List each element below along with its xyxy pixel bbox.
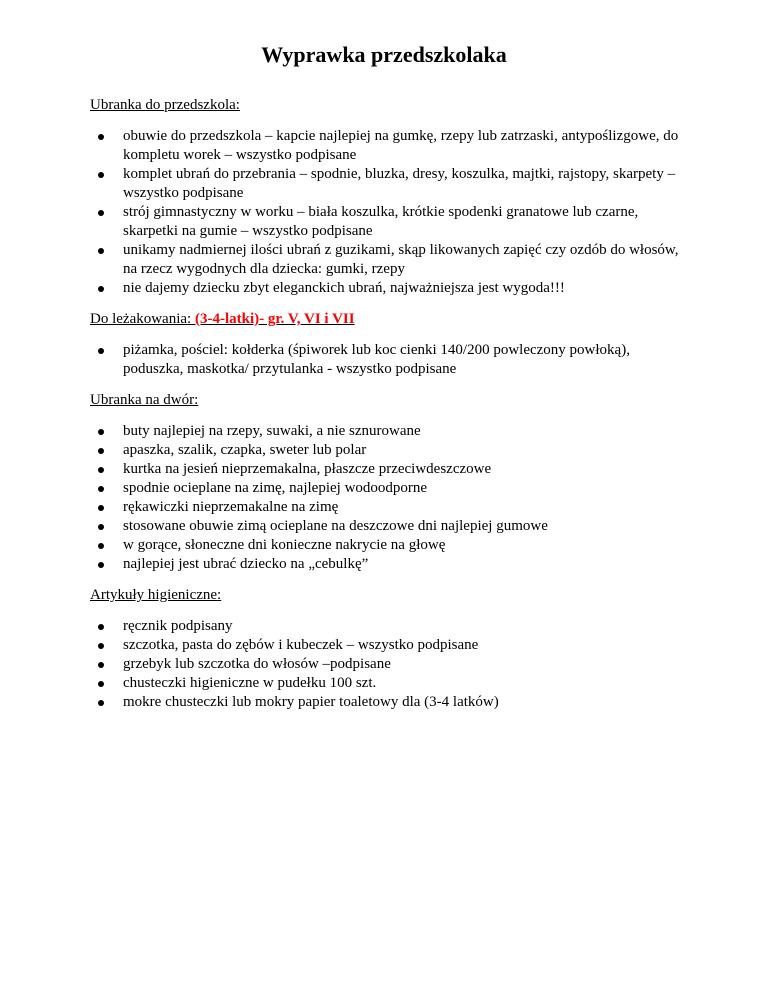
list-item: strój gimnastyczny w worku – biała koszulka, krótkie spodenki granatowe lub czarne, skarpetki na gumie – wszystko podpisane — [90, 203, 690, 241]
section-heading — [90, 310, 690, 329]
section-outdoor-clothes — [90, 391, 690, 574]
age-group-highlight: (3-4-latki)- gr. V, VI i VII — [194, 311, 355, 327]
bullet-list — [90, 422, 690, 574]
list-item: ręcznik podpisany — [90, 617, 690, 636]
list-item: szczotka, pasta do zębów i kubeczek – wszystko podpisane — [90, 636, 690, 655]
list-item: w gorące, słoneczne dni konieczne nakrycie na głowę — [90, 536, 690, 555]
list-item: unikamy nadmiernej ilości ubrań z guzikami, skąp likowanych zapięć czy ozdób do włosów, na rzecz wygodnych dla dziecka: gumki, rzepy — [90, 241, 690, 279]
list-item: obuwie do przedszkola – kapcie najlepiej na gumkę, rzepy lub zatrzaski, antypoślizgowe, do kompletu worek – wszystko podpisane — [90, 127, 690, 165]
list-item: apaszka, szalik, czapka, sweter lub polar — [90, 441, 690, 460]
bullet-list — [90, 341, 690, 379]
section-nap-time — [90, 310, 690, 379]
section-hygiene-items — [90, 586, 690, 712]
list-item: rękawiczki nieprzemakalne na zimę — [90, 498, 690, 517]
list-item: spodnie ocieplane na zimę, najlepiej wodoodporne — [90, 479, 690, 498]
document-content — [90, 96, 690, 722]
page-title: Wyprawka przedszkolaka — [261, 42, 507, 67]
section-heading: Ubranka do przedszkola: — [90, 97, 240, 113]
list-item: nie dajemy dziecku zbyt eleganckich ubrań, najważniejsza jest wygoda!!! — [90, 279, 690, 298]
list-item: kurtka na jesień nieprzemakalna, płaszcze przeciwdeszczowe — [90, 460, 690, 479]
section-heading: Ubranka na dwór: — [90, 392, 199, 408]
list-item: komplet ubrań do przebrania – spodnie, bluzka, dresy, koszulka, majtki, rajstopy, skarpety – wszystko podpisane — [90, 165, 690, 203]
list-item: grzebyk lub szczotka do włosów –podpisane — [90, 655, 690, 674]
list-item: piżamka, pościel: kołderka (śpiworek lub koc cienki 140/200 powleczony powłoką), poduszka, maskotka/ przytulanka - wszystko podpisane — [90, 341, 690, 379]
list-item: mokre chusteczki lub mokry papier toaletowy dla (3-4 latków) — [90, 693, 690, 712]
list-item: buty najlepiej na rzepy, suwaki, a nie sznurowane — [90, 422, 690, 441]
bullet-list — [90, 127, 690, 298]
section-heading: Artykuły higieniczne: — [90, 587, 222, 603]
list-item: najlepiej jest ubrać dziecko na „cebulkę” — [90, 555, 690, 574]
list-item: chusteczki higieniczne w pudełku 100 szt. — [90, 674, 690, 693]
section-heading-text: Do leżakowania: — [90, 311, 192, 327]
section-clothes-for-preschool — [90, 96, 690, 298]
bullet-list — [90, 617, 690, 712]
list-item: stosowane obuwie zimą ocieplane na deszczowe dni najlepiej gumowe — [90, 517, 690, 536]
